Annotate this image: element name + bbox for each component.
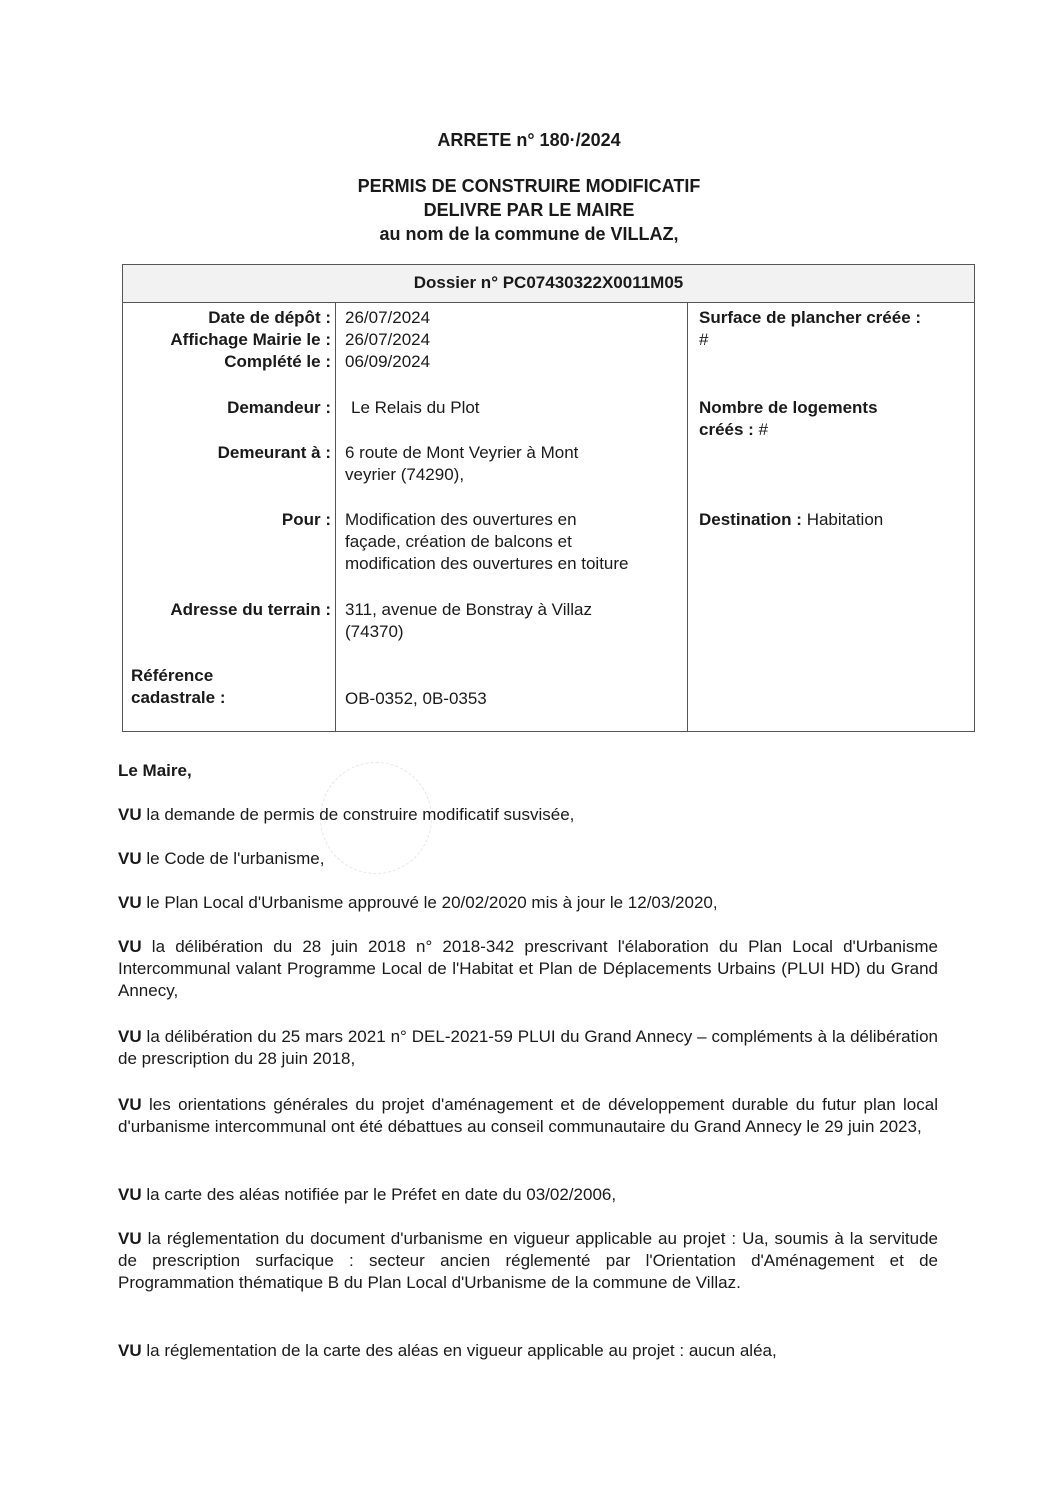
- adresse-value-2: (74370): [345, 622, 404, 641]
- maire-heading: Le Maire,: [118, 761, 192, 780]
- column-divider: [687, 303, 688, 731]
- pour-value-3: modification des ouvertures en toiture: [345, 554, 629, 573]
- vu-paragraph-4: VU la délibération du 28 juin 2018 n° 2018-342 prescrivant l'élaboration du Plan Local d'Urbanisme Intercommunal valant Programme Local de l'Habitat et Plan de Déplacements Urbains (PLUI HD) du Grand Annecy,: [118, 937, 938, 1000]
- dossier-number: Dossier n° PC07430322X0011M05: [123, 265, 974, 303]
- pour-label: Pour :: [281, 510, 331, 529]
- demeurant-value-2: veyrier (74290),: [345, 465, 465, 484]
- vu-paragraph-2: VU le Code de l'urbanisme,: [118, 849, 325, 868]
- pour-value-1: Modification des ouvertures en: [345, 510, 577, 529]
- date-depot-label: Date de dépôt :: [208, 308, 331, 327]
- affichage-value: 26/07/2024: [345, 330, 431, 349]
- pour-value-2: façade, création de balcons et: [345, 532, 572, 551]
- title-line-3: au nom de la commune de VILLAZ,: [379, 224, 679, 244]
- logements-label-2: créés : #: [699, 420, 769, 439]
- vu-paragraph-8: VU la réglementation du document d'urbanisme en vigueur applicable au projet : Ua, soumis à la servitude de prescription surfacique : secteur ancien réglementé par l'Orientation d'Aménagement et de Programmation thématique B du Plan Local d'Urbanisme de la commune de Villaz.: [118, 1229, 938, 1292]
- logements-value: #: [758, 420, 769, 439]
- vu-paragraph-7: VU la carte des aléas notifiée par le Préfet en date du 03/02/2006,: [118, 1185, 617, 1204]
- surface-value: #: [699, 330, 709, 349]
- demandeur-value: Le Relais du Plot: [351, 398, 480, 417]
- date-depot-value: 26/07/2024: [345, 308, 431, 327]
- column-divider: [335, 303, 336, 731]
- title-line-2: DELIVRE PAR LE MAIRE: [423, 200, 635, 220]
- demandeur-label: Demandeur :: [227, 398, 331, 417]
- surface-label: Surface de plancher créée :: [699, 308, 922, 327]
- arrete-number: ARRETE n° 180·/2024: [437, 130, 621, 150]
- complete-value: 06/09/2024: [345, 352, 431, 371]
- adresse-value-1: 311, avenue de Bonstray à Villaz: [345, 600, 592, 619]
- dossier-table: [122, 264, 975, 732]
- affichage-label: Affichage Mairie le :: [170, 330, 331, 349]
- destination-value: Habitation: [806, 510, 884, 529]
- demeurant-label: Demeurant à :: [217, 443, 331, 462]
- destination-row: Destination : Habitation: [699, 510, 884, 529]
- reference-label-2: cadastrale :: [131, 688, 226, 707]
- logements-label-1: Nombre de logements: [699, 398, 878, 417]
- vu-paragraph-3: VU le Plan Local d'Urbanisme approuvé le 20/02/2020 mis à jour le 12/03/2020,: [118, 893, 718, 912]
- reference-label-1: Référence: [131, 666, 214, 685]
- demeurant-value-1: 6 route de Mont Veyrier à Mont: [345, 443, 579, 462]
- reference-value: OB-0352, 0B-0353: [345, 689, 487, 708]
- vu-paragraph-1: VU la demande de permis de construire modificatif susvisée,: [118, 805, 575, 824]
- vu-paragraph-9: VU la réglementation de la carte des aléas en vigueur applicable au projet : aucun aléa,: [118, 1341, 777, 1360]
- adresse-label: Adresse du terrain :: [170, 600, 331, 619]
- title-line-1: PERMIS DE CONSTRUIRE MODIFICATIF: [357, 176, 701, 196]
- complete-label: Complété le :: [224, 352, 331, 371]
- vu-paragraph-5: VU la délibération du 25 mars 2021 n° DEL-2021-59 PLUI du Grand Annecy – compléments à la délibération de prescription du 28 juin 2018,: [118, 1027, 938, 1068]
- vu-paragraph-6: VU les orientations générales du projet d'aménagement et de développement durable du futur plan local d'urbanisme intercommunal ont été débattues au conseil communautaire du Grand Annecy le 29 juin 2023,: [118, 1095, 938, 1136]
